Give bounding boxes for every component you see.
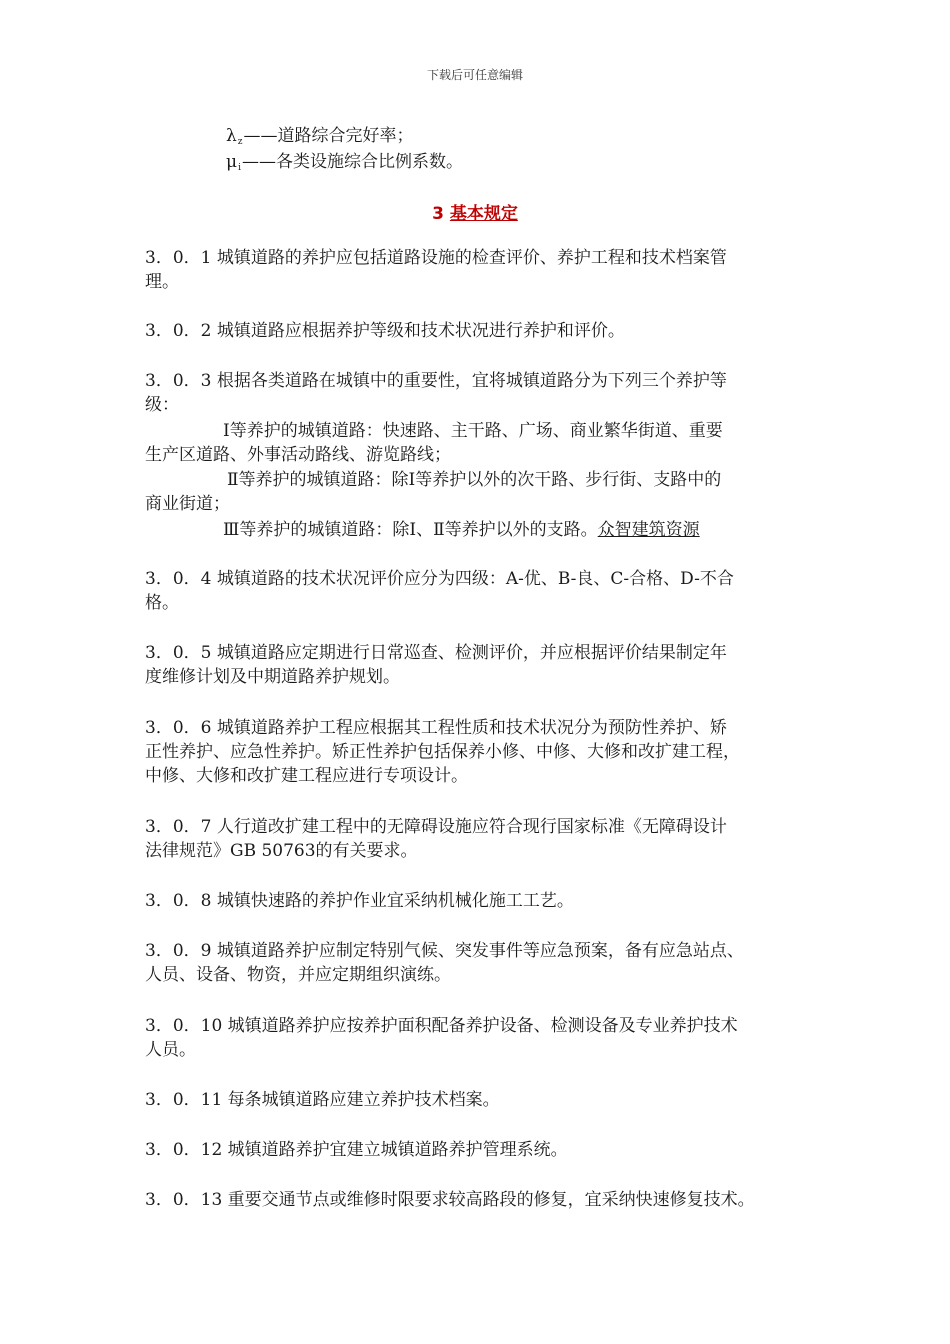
text-line: 3．0．10 城镇道路养护应按养护面积配备养护设备、检测设备及专业养护技术 xyxy=(145,1016,738,1036)
clause-3-0-10 xyxy=(145,1014,825,1062)
symbol-description: ——各类设施综合比例系数。 xyxy=(241,152,463,172)
symbol-subscript: z xyxy=(237,137,243,147)
symbol: λ xyxy=(226,126,237,146)
page-header: 下载后可任意编辑 xyxy=(426,68,523,82)
clause-3-0-2 xyxy=(145,319,825,343)
symbol-definition-mu xyxy=(226,150,463,180)
text-line: 3．0．2 城镇道路应根据养护等级和技术状况进行养护和评价。 xyxy=(145,321,625,341)
clause-3-0-3-grade-3 xyxy=(145,518,825,542)
text-line: 3．0．11 每条城镇道路应建立养护技术档案。 xyxy=(145,1090,500,1110)
clause-3-0-6 xyxy=(145,716,825,788)
clause-3-0-3-grade-1 xyxy=(145,419,825,467)
source-link[interactable]: 众智建筑资源 xyxy=(597,520,700,540)
symbol: μ xyxy=(226,152,238,172)
text-line: Ⅰ等养护的城镇道路：快速路、主干路、广场、商业繁华街道、重要 xyxy=(223,421,723,441)
text-line: 正性养护、应急性养护。矫正性养护包括保养小修、中修、大修和改扩建工程， xyxy=(145,742,740,762)
clause-3-0-4 xyxy=(145,567,825,615)
text-line: 格。 xyxy=(145,593,179,613)
section-title xyxy=(0,199,950,224)
text-line: 3．0．8 城镇快速路的养护作业宜采纳机械化施工工艺。 xyxy=(145,891,574,911)
text-line: 人员、设备、物资，并应定期组织演练。 xyxy=(145,965,451,985)
text-line: 人员。 xyxy=(145,1040,196,1060)
text-line: Ⅱ等养护的城镇道路：除Ⅰ等养护以外的次干路、步行街、支路中的 xyxy=(227,470,722,490)
text-line: 3．0．13 重要交通节点或维修时限要求较高路段的修复，宜采纳快速修复技术。 xyxy=(145,1190,755,1210)
text-line: 3．0．4 城镇道路的技术状况评价应分为四级：A-优、B-良、C-合格、D-不合 xyxy=(145,569,734,589)
symbol-subscript: i xyxy=(238,163,241,173)
text-line: 理。 xyxy=(145,272,179,292)
text-line: 中修、大修和改扩建工程应进行专项设计。 xyxy=(145,766,468,786)
text-line: 3．0．7 人行道改扩建工程中的无障碍设施应符合现行国家标准《无障碍设计 xyxy=(145,817,727,837)
clause-3-0-7 xyxy=(145,815,825,863)
clause-3-0-13 xyxy=(145,1188,825,1212)
text-line: 3．0．12 城镇道路养护宜建立城镇道路养护管理系统。 xyxy=(145,1140,568,1160)
symbol-description: ——道路综合完好率； xyxy=(243,126,414,146)
section-title-text: 基本规定 xyxy=(449,204,518,224)
text-line: 3．0．1 城镇道路的养护应包括道路设施的检查评价、养护工程和技术档案管 xyxy=(145,248,727,268)
text-segment: Ⅲ等养护的城镇道路：除Ⅰ、Ⅱ等养护以外的支路。 xyxy=(223,520,598,540)
clause-3-0-3-grade-2 xyxy=(145,468,825,516)
clause-3-0-5 xyxy=(145,641,825,689)
text-line xyxy=(145,518,825,542)
text-line: 级： xyxy=(145,395,179,415)
text-line: 3．0．3 根据各类道路在城镇中的重要性，宜将城镇道路分为下列三个养护等 xyxy=(145,371,727,391)
clause-3-0-12 xyxy=(145,1138,825,1162)
text-line: 度维修计划及中期道路养护规划。 xyxy=(145,667,400,687)
text-line: 法律规范》GB 50763的有关要求。 xyxy=(145,841,418,861)
clause-3-0-8 xyxy=(145,889,825,913)
text-line: 3．0．9 城镇道路养护应制定特别气候、突发事件等应急预案，备有应急站点、 xyxy=(145,941,744,961)
clause-3-0-9 xyxy=(145,939,825,987)
text-line: 生产区道路、外事活动路线、游览路线； xyxy=(145,445,451,465)
text-line: 3．0．5 城镇道路应定期进行日常巡查、检测评价，并应根据评价结果制定年 xyxy=(145,643,727,663)
clause-3-0-3 xyxy=(145,369,825,417)
clause-3-0-11 xyxy=(145,1088,825,1112)
clause-3-0-1 xyxy=(145,246,825,294)
text-line: 商业街道； xyxy=(145,494,230,514)
section-number: 3 xyxy=(432,204,444,224)
text-line: 3．0．6 城镇道路养护工程应根据其工程性质和技术状况分为预防性养护、矫 xyxy=(145,718,727,738)
